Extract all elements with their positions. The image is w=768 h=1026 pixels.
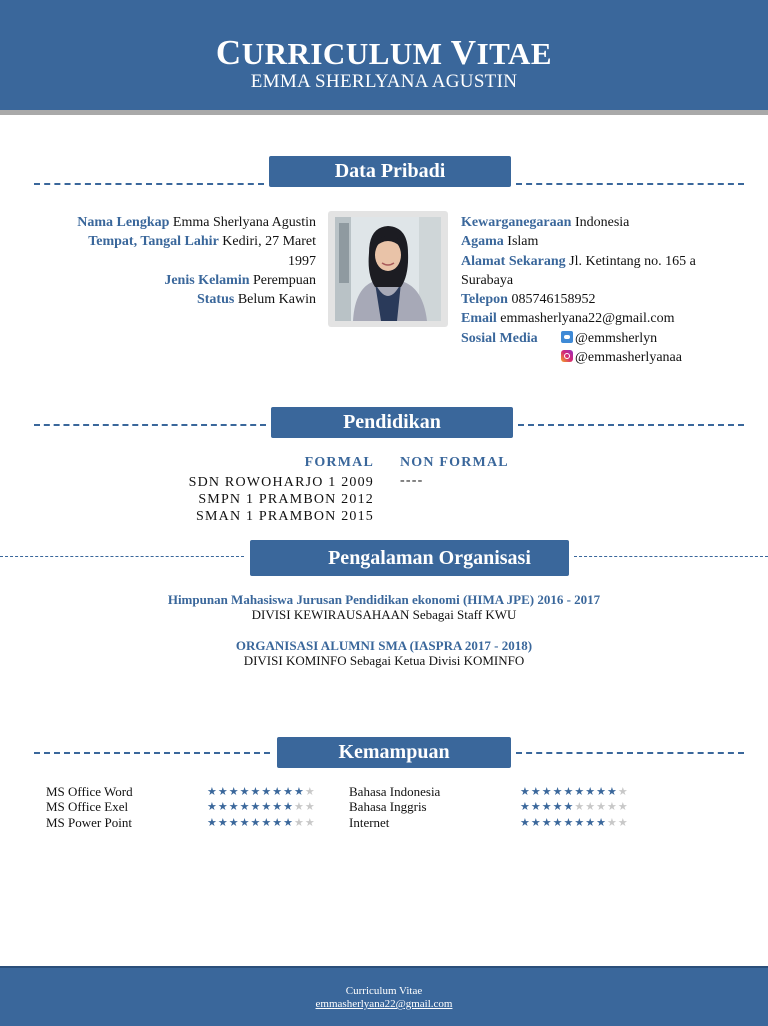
star-filled-icon: ★ bbox=[261, 800, 273, 814]
star-empty-icon: ★ bbox=[304, 800, 316, 814]
footer-email-link[interactable]: emmasherlyana22@gmail.com bbox=[315, 998, 453, 1010]
skills-left-ratings bbox=[207, 784, 316, 830]
cv-title: CURRICULUM VITAE bbox=[215, 33, 553, 72]
skill-name: MS Office Exel bbox=[46, 799, 129, 815]
education-nonformal-item: ---- bbox=[400, 473, 424, 488]
star-filled-icon: ★ bbox=[596, 815, 607, 829]
star-filled-icon: ★ bbox=[585, 815, 597, 829]
star-filled-icon: ★ bbox=[239, 785, 251, 798]
section-divider bbox=[516, 752, 744, 754]
field-jenis-kelamin: Jenis Kelamin Perempuan bbox=[164, 272, 316, 288]
star-empty-icon: ★ bbox=[617, 785, 629, 798]
star-empty-icon: ★ bbox=[607, 800, 618, 814]
personal-right bbox=[461, 213, 751, 348]
star-filled-icon: ★ bbox=[552, 815, 564, 829]
twitter-icon bbox=[561, 331, 573, 343]
education-item: SDN ROWOHARJO 1 2009 bbox=[188, 475, 374, 490]
skills-right-ratings bbox=[520, 784, 629, 830]
social-twitter: @emmsherlyn bbox=[561, 329, 657, 348]
star-filled-icon: ★ bbox=[283, 800, 294, 814]
star-filled-icon: ★ bbox=[585, 785, 597, 798]
star-filled-icon: ★ bbox=[530, 800, 542, 814]
skill-name: MS Power Point bbox=[46, 814, 132, 830]
star-filled-icon: ★ bbox=[250, 785, 262, 798]
section-title-kemampuan: Kemampuan bbox=[277, 737, 511, 768]
profile-photo bbox=[335, 217, 441, 321]
star-filled-icon: ★ bbox=[294, 785, 305, 798]
star-filled-icon: ★ bbox=[207, 785, 218, 798]
skill-rating bbox=[520, 815, 629, 830]
field-ttl: Tempat, Tangal Lahir Kediri, 27 Maret bbox=[88, 234, 316, 250]
organization-role: DIVISI KOMINFO Sebagai Ketua Divisi KOMINFO bbox=[243, 653, 525, 668]
star-filled-icon: ★ bbox=[530, 785, 542, 798]
personal-left bbox=[20, 213, 316, 309]
star-filled-icon: ★ bbox=[574, 815, 586, 829]
section-title-organisasi: Pengalaman Organisasi bbox=[250, 540, 569, 576]
star-filled-icon: ★ bbox=[563, 815, 575, 829]
star-filled-icon: ★ bbox=[250, 800, 262, 814]
star-filled-icon: ★ bbox=[217, 815, 229, 829]
star-empty-icon: ★ bbox=[294, 815, 305, 829]
star-empty-icon: ★ bbox=[304, 785, 316, 798]
field-sosial-media: Sosial Media bbox=[461, 330, 538, 346]
skill-rating bbox=[520, 784, 629, 799]
field-telepon: Telepon 085746158952 bbox=[461, 292, 596, 308]
field-status: Status Belum Kawin bbox=[196, 292, 316, 308]
star-filled-icon: ★ bbox=[596, 785, 607, 798]
education-formal-header: FORMAL bbox=[304, 455, 374, 470]
skill-name: MS Office Word bbox=[46, 784, 133, 799]
skill-name: Bahasa Inggris bbox=[349, 799, 427, 815]
social-instagram: @emmasherlyanaa bbox=[561, 348, 682, 367]
skills-left-names bbox=[46, 784, 206, 830]
star-filled-icon: ★ bbox=[250, 815, 262, 829]
skill-rating bbox=[207, 799, 316, 814]
star-filled-icon: ★ bbox=[228, 785, 240, 798]
instagram-icon bbox=[561, 350, 573, 362]
skill-rating bbox=[520, 799, 629, 814]
star-empty-icon: ★ bbox=[607, 815, 618, 829]
field-agama: Agama Islam bbox=[461, 234, 539, 250]
star-filled-icon: ★ bbox=[239, 815, 251, 829]
star-empty-icon: ★ bbox=[585, 800, 597, 814]
star-filled-icon: ★ bbox=[272, 785, 284, 798]
star-filled-icon: ★ bbox=[574, 785, 586, 798]
section-divider bbox=[34, 424, 266, 426]
profile-photo-frame bbox=[328, 211, 448, 327]
star-filled-icon: ★ bbox=[217, 785, 229, 798]
star-filled-icon: ★ bbox=[261, 785, 273, 798]
star-empty-icon: ★ bbox=[617, 815, 629, 829]
header-divider bbox=[0, 110, 768, 115]
field-alamat: Alamat Sekarang Jl. Ketintang no. 165 a bbox=[461, 253, 696, 269]
section-title-data-pribadi: Data Pribadi bbox=[269, 156, 511, 187]
star-filled-icon: ★ bbox=[239, 800, 251, 814]
star-filled-icon: ★ bbox=[217, 800, 229, 814]
star-filled-icon: ★ bbox=[530, 815, 542, 829]
skills-right-names bbox=[349, 784, 509, 830]
star-filled-icon: ★ bbox=[520, 815, 531, 829]
star-empty-icon: ★ bbox=[596, 800, 607, 814]
star-empty-icon: ★ bbox=[617, 800, 629, 814]
skill-rating bbox=[207, 815, 316, 830]
section-divider bbox=[516, 183, 744, 185]
field-nama: Nama Lengkap Emma Sherlyana Agustin bbox=[77, 215, 316, 230]
cv-name: EMMA SHERLYANA AGUSTIN bbox=[250, 71, 518, 92]
section-divider bbox=[34, 752, 270, 754]
education-formal-list bbox=[100, 474, 374, 525]
skill-rating bbox=[207, 784, 316, 799]
field-ttl-year: 1997 bbox=[288, 253, 316, 269]
star-empty-icon: ★ bbox=[574, 800, 586, 814]
star-empty-icon: ★ bbox=[294, 800, 305, 814]
star-filled-icon: ★ bbox=[607, 785, 618, 798]
footer-title: Curriculum Vitae bbox=[345, 985, 423, 997]
star-filled-icon: ★ bbox=[228, 800, 240, 814]
star-filled-icon: ★ bbox=[520, 800, 531, 814]
star-filled-icon: ★ bbox=[563, 800, 575, 814]
organization-role: DIVISI KEWIRAUSAHAAN Sebagai Staff KWU bbox=[251, 607, 517, 622]
section-divider bbox=[574, 556, 768, 557]
star-filled-icon: ★ bbox=[283, 815, 294, 829]
star-filled-icon: ★ bbox=[207, 800, 218, 814]
field-alamat-city: Surabaya bbox=[461, 272, 514, 288]
star-filled-icon: ★ bbox=[552, 785, 564, 798]
section-title-pendidikan: Pendidikan bbox=[271, 407, 513, 438]
star-filled-icon: ★ bbox=[272, 815, 284, 829]
field-kewarganegaraan: Kewarganegaraan Indonesia bbox=[461, 215, 630, 230]
education-item: SMPN 1 PRAMBON 2012 bbox=[198, 492, 374, 507]
skill-name: Bahasa Indonesia bbox=[349, 784, 441, 799]
star-filled-icon: ★ bbox=[563, 785, 575, 798]
star-filled-icon: ★ bbox=[541, 815, 553, 829]
education-item: SMAN 1 PRAMBON 2015 bbox=[196, 509, 374, 524]
section-divider bbox=[518, 424, 744, 426]
star-filled-icon: ★ bbox=[272, 800, 284, 814]
field-email: Email emmasherlyana22@gmail.com bbox=[461, 311, 675, 327]
section-divider bbox=[34, 183, 264, 185]
star-filled-icon: ★ bbox=[541, 785, 553, 798]
skill-name: Internet bbox=[349, 814, 390, 830]
star-filled-icon: ★ bbox=[541, 800, 553, 814]
star-filled-icon: ★ bbox=[207, 815, 218, 829]
organization-title: ORGANISASI ALUMNI SMA (IASPRA 2017 - 2018) bbox=[235, 638, 533, 653]
section-divider bbox=[0, 556, 244, 557]
star-filled-icon: ★ bbox=[552, 800, 564, 814]
star-filled-icon: ★ bbox=[283, 785, 294, 798]
organization-title: Himpunan Mahasiswa Jurusan Pendidikan ekonomi (HIMA JPE) 2016 - 2017 bbox=[167, 592, 601, 607]
star-filled-icon: ★ bbox=[228, 815, 240, 829]
education-nonformal-header: NON FORMAL bbox=[400, 455, 509, 470]
star-filled-icon: ★ bbox=[261, 815, 273, 829]
star-empty-icon: ★ bbox=[304, 815, 316, 829]
star-filled-icon: ★ bbox=[520, 785, 531, 798]
